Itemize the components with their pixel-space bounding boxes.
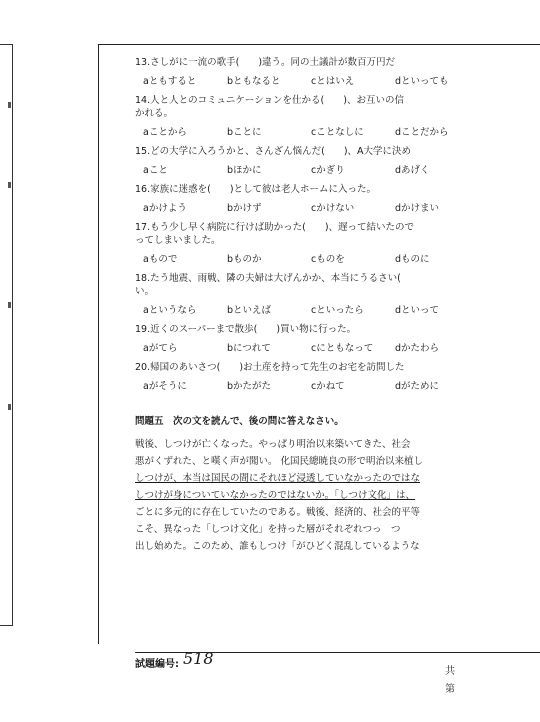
option-d: dといって: [395, 305, 440, 316]
question-stem: 15.どの大学に入ろうかと、さんざん悩んだ( )、A大学に決め: [135, 146, 412, 157]
question-stem: 20.帰国のあいさつ( )お土産を持って先生のお宅を訪問した: [135, 362, 405, 373]
option-c: cといったら: [311, 305, 364, 316]
option-d: dことだから: [395, 127, 449, 138]
margin-mark: [8, 404, 11, 410]
answer-options: [135, 126, 540, 139]
section-title: 問題五 次の文を読んで、後の問に答えなさい。: [135, 416, 344, 427]
option-a: aかけよう: [143, 203, 187, 214]
question-19: [135, 323, 540, 355]
answer-options: [135, 342, 540, 355]
option-a: aともすると: [143, 76, 197, 87]
passage-line: 戦後、しつけが亡くなった。やっぱり明治以来築いてきた、社会: [135, 439, 411, 450]
option-a: aというなら: [143, 305, 197, 316]
option-c: cとはいえ: [311, 76, 355, 87]
option-b: bともなると: [227, 76, 281, 87]
answer-options: [135, 304, 540, 317]
option-a: aがてら: [143, 343, 178, 354]
question-stem: 17.もう少し早く病院に行けば助かった( )、遅って結いたので: [135, 222, 415, 233]
question-15: [135, 145, 540, 177]
answer-options: [135, 75, 540, 88]
question-14: [135, 94, 540, 139]
question-stem: 14.人と人とのコミュニケーションを仕かる( )、お互いの信: [135, 95, 404, 106]
answer-options: [135, 202, 540, 215]
question-stem-cont: ってしまいました。: [135, 235, 221, 246]
margin-mark: [8, 182, 11, 188]
passage-line: 悪がくずれた、と嘆く声が聞い。 化国民總暁良の形で明治以来植し: [135, 456, 424, 467]
option-d: dがために: [395, 381, 440, 392]
answer-options: [135, 380, 540, 393]
option-d: dあげく: [395, 165, 430, 176]
option-b: bほかに: [227, 165, 262, 176]
option-b: bかけず: [227, 203, 262, 214]
option-c: cかぎり: [311, 165, 345, 176]
question-17: [135, 221, 540, 266]
passage-line: こそ、異なった「しつけ文化」を持った層がそれぞれつっ つ: [135, 524, 401, 535]
option-a: aこと: [143, 165, 168, 176]
reading-passage: [135, 436, 540, 555]
question-stem-cont: い。: [135, 286, 155, 297]
total-pages-label: 共: [445, 666, 455, 677]
answer-options: [135, 253, 540, 266]
question-16: [135, 183, 540, 215]
question-stem: 16.家族に迷惑を( )として彼は老人ホームに入った。: [135, 184, 377, 195]
option-c: cかねて: [311, 381, 345, 392]
page-number-label: 第: [445, 684, 455, 695]
frame-top-rule: [98, 44, 540, 45]
question-stem: 19.近くのスーパーまで散歩( )買い物に行った。: [135, 324, 357, 335]
option-b: bといえば: [227, 305, 272, 316]
frame-left-rule: [98, 44, 99, 644]
option-a: aもので: [143, 254, 178, 265]
option-b: bことに: [227, 127, 262, 138]
question-13: [135, 56, 540, 88]
option-c: cにともなって: [311, 343, 374, 354]
option-a: aがそうに: [143, 381, 187, 392]
question-stem: 18.たう地震、雨戦、隣の夫婦は大げんかか、本当にうるさい(: [135, 273, 420, 284]
passage-line: 出し始めた。このため、誰もしつけ「がひどく混乱しているような: [135, 541, 420, 552]
option-d: dかけまい: [395, 203, 440, 214]
margin-binding-line: [0, 44, 13, 626]
option-d: dかたわら: [395, 343, 440, 354]
question-stem: 13.さしがに一流の歌手( )違う。同の土議計が数百万円だ: [135, 57, 396, 68]
option-b: bかたがた: [227, 381, 272, 392]
question-20: [135, 361, 540, 393]
option-c: cことなしに: [311, 127, 364, 138]
exam-code-label: 試題編号:: [135, 659, 179, 670]
margin-mark: [8, 102, 11, 108]
exam-code-handwritten: 518: [183, 649, 214, 668]
option-c: cものを: [311, 254, 345, 265]
passage-line: しつけが身についていなかったのではないか。「しつけ文化」は、: [135, 490, 416, 501]
question-18: [135, 272, 540, 317]
option-a: aことから: [143, 127, 187, 138]
question-body: [135, 56, 540, 555]
page-footer: [135, 649, 540, 673]
question-stem-cont: かれる。: [135, 108, 174, 119]
option-b: bものか: [227, 254, 262, 265]
option-c: cかけない: [311, 203, 355, 214]
passage-line: しつけが、本当は国民の間にそれほど浸透していなかったのではな: [135, 473, 421, 484]
option-b: bにつれて: [227, 343, 271, 354]
option-d: dものに: [395, 254, 430, 265]
option-d: dといっても: [395, 76, 449, 87]
passage-line: ごとに多元的に存在していたのである。戦後、経済的、社会的平等: [135, 507, 421, 518]
answer-options: [135, 164, 540, 177]
margin-mark: [8, 302, 11, 308]
